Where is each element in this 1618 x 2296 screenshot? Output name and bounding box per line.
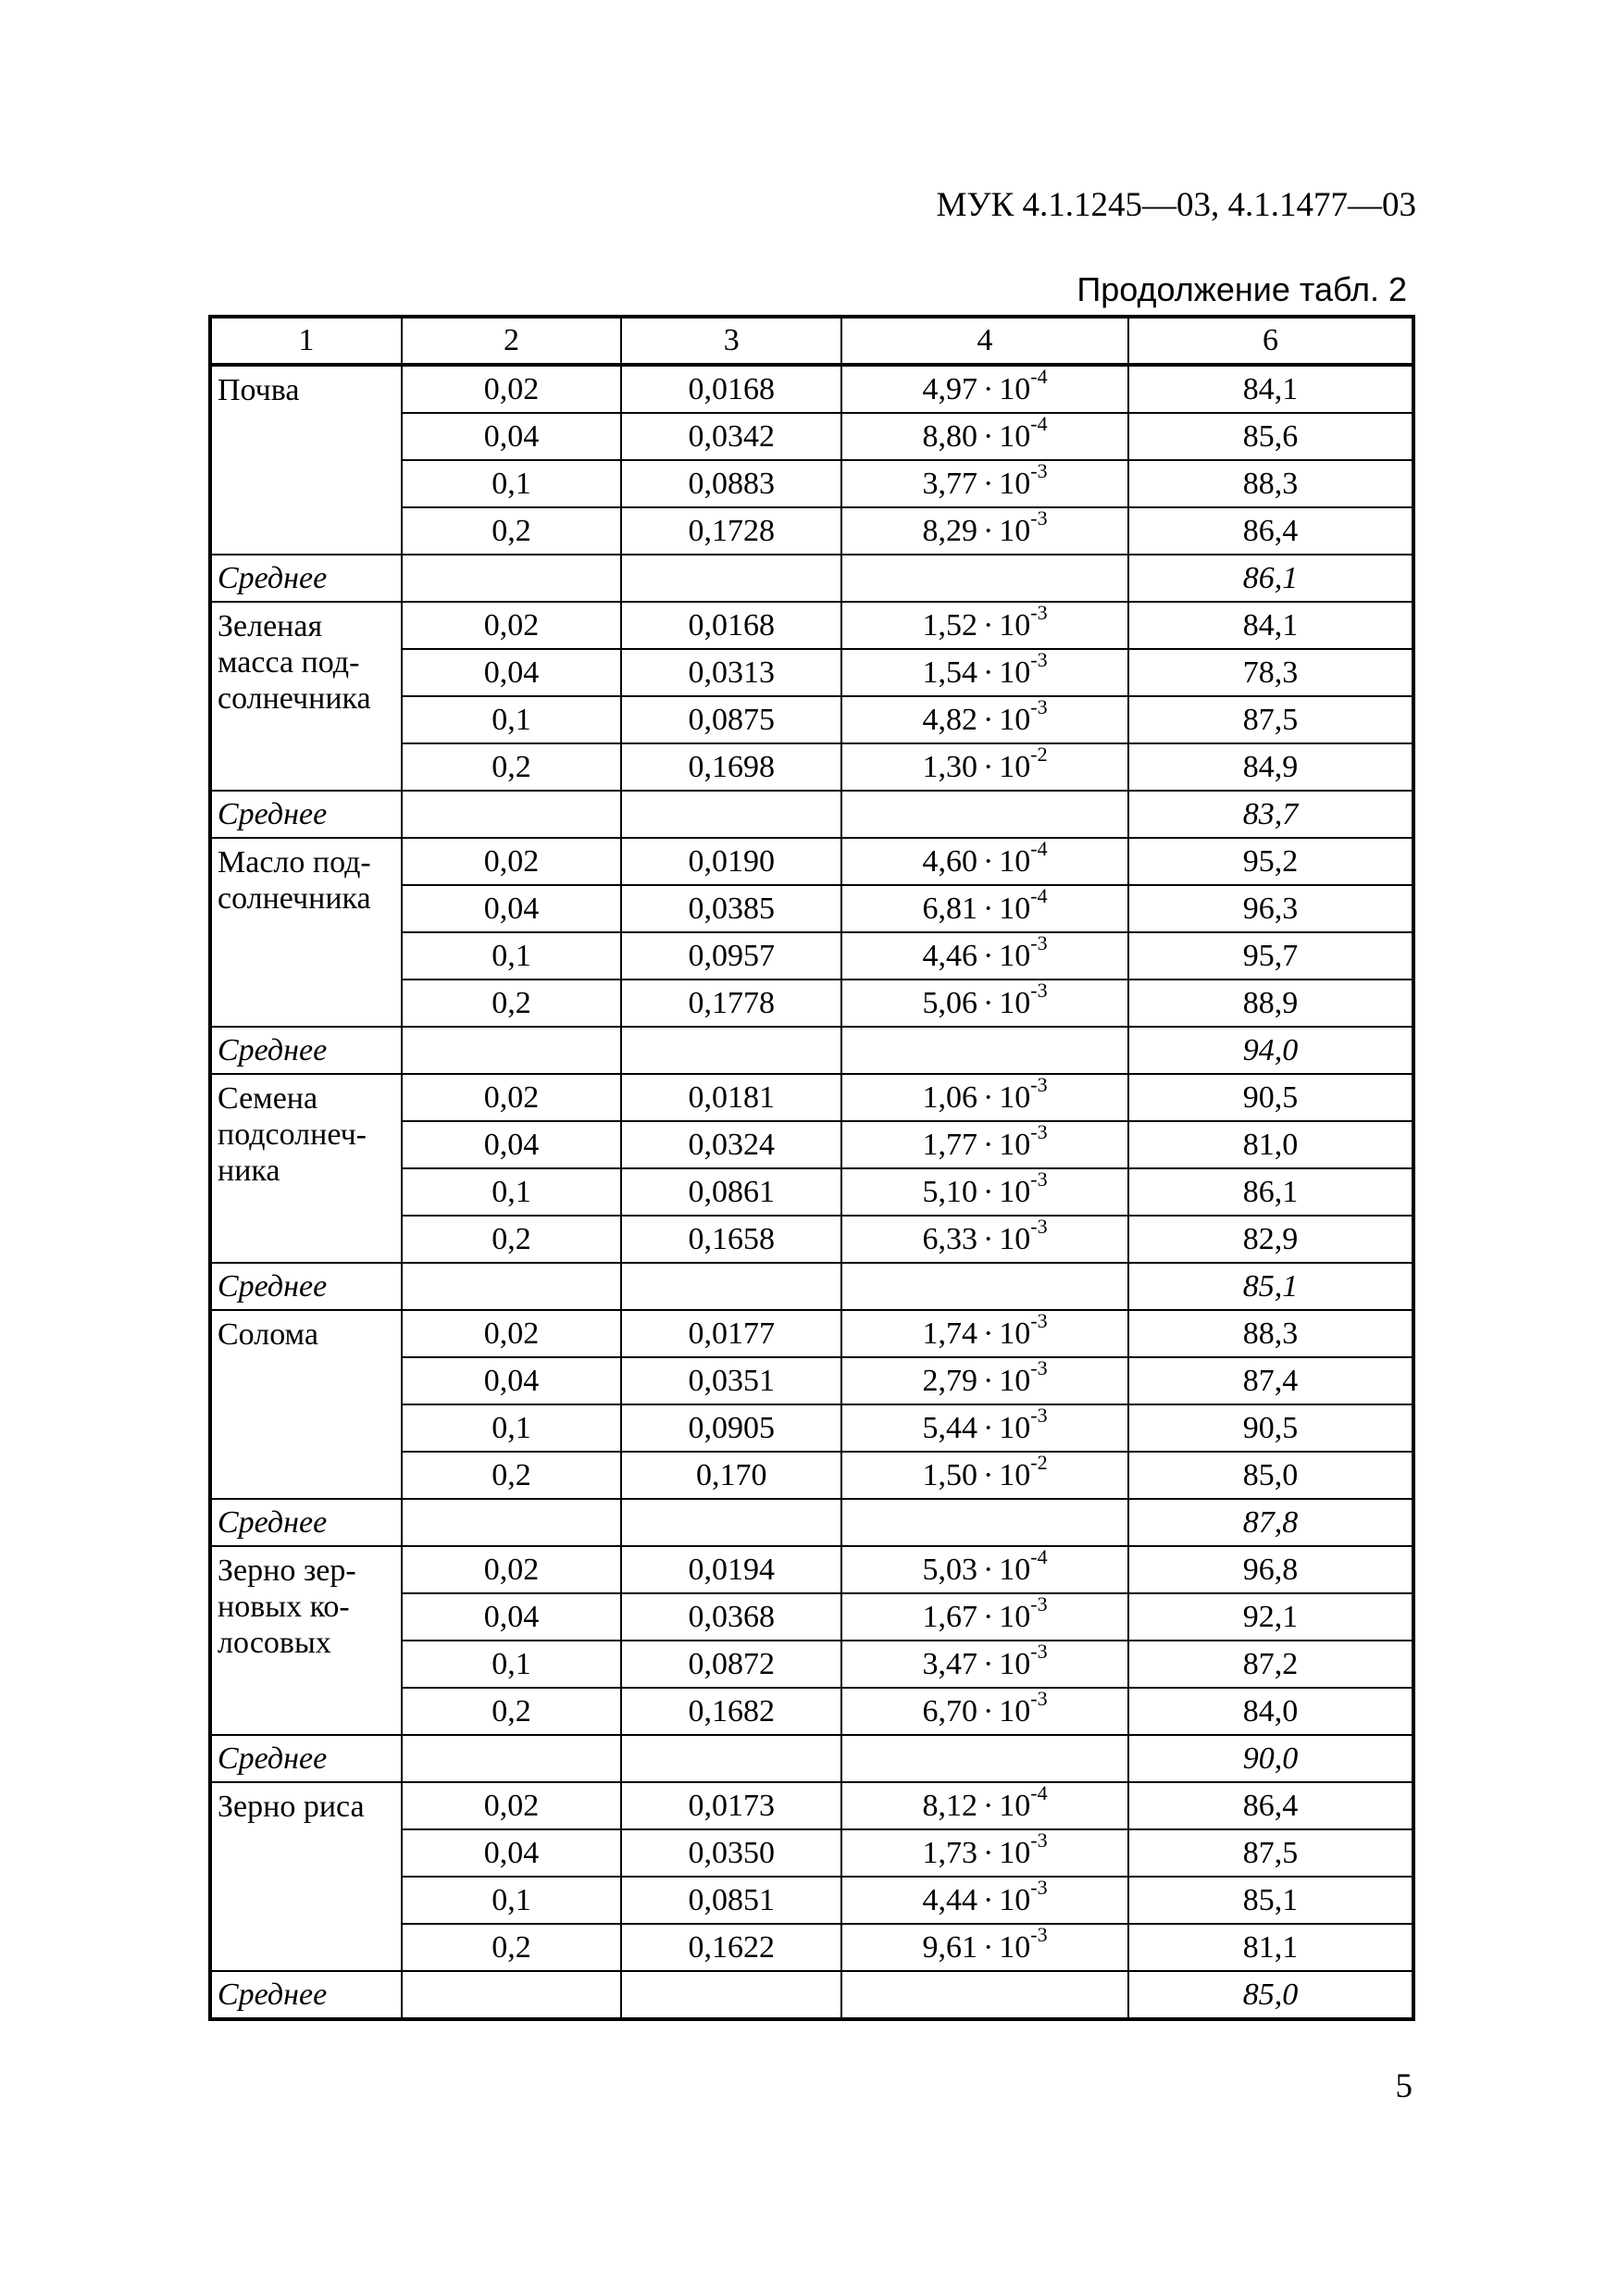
added-amount-cell: 0,02 — [402, 1546, 622, 1593]
recovery-cell: 87,2 — [1128, 1641, 1413, 1688]
mantissa: 1,77 — [922, 1127, 977, 1162]
exponent: -3 — [1030, 1356, 1048, 1380]
recovery-cell: 95,2 — [1128, 838, 1413, 885]
deviation-cell — [841, 1404, 1128, 1452]
mean-label: Среднее — [210, 1263, 402, 1310]
mantissa: 1,50 — [922, 1457, 977, 1492]
added-amount-cell: 0,2 — [402, 1924, 622, 1971]
empty-cell — [402, 1027, 622, 1074]
empty-cell — [402, 1735, 622, 1782]
recovery-cell: 90,5 — [1128, 1404, 1413, 1452]
exponent: -3 — [1030, 648, 1048, 672]
added-amount-cell: 0,2 — [402, 1216, 622, 1263]
multiply-sign: · — [982, 371, 994, 406]
mean-value: 85,0 — [1128, 1971, 1413, 2019]
multiply-sign: · — [982, 1174, 994, 1209]
added-amount-cell: 0,2 — [402, 507, 622, 555]
multiply-sign: · — [982, 1316, 994, 1351]
empty-cell — [621, 1971, 841, 2019]
exponent: -3 — [1030, 601, 1048, 625]
sample-name: Зерно риса — [210, 1782, 402, 1971]
table-row — [210, 1546, 1413, 1593]
table-row — [210, 365, 1413, 413]
mean-row — [210, 1263, 1413, 1310]
empty-cell — [621, 1735, 841, 1782]
base: 10 — [999, 843, 1031, 879]
found-amount-cell: 0,0324 — [621, 1121, 841, 1168]
deviation-cell — [841, 1121, 1128, 1168]
multiply-sign: · — [982, 1835, 994, 1870]
exponent: -3 — [1030, 1592, 1048, 1616]
base: 10 — [999, 1882, 1031, 1917]
exponent: -2 — [1030, 742, 1048, 767]
base: 10 — [999, 891, 1031, 926]
mean-label: Среднее — [210, 555, 402, 602]
base: 10 — [999, 749, 1031, 784]
multiply-sign: · — [982, 466, 994, 501]
exponent: -3 — [1030, 1687, 1048, 1711]
recovery-cell: 82,9 — [1128, 1216, 1413, 1263]
base: 10 — [999, 371, 1031, 406]
base: 10 — [999, 985, 1031, 1020]
mantissa: 6,33 — [922, 1221, 977, 1256]
mantissa: 1,06 — [922, 1079, 977, 1115]
base: 10 — [999, 1646, 1031, 1681]
empty-cell — [841, 1027, 1128, 1074]
recovery-cell: 86,4 — [1128, 1782, 1413, 1829]
found-amount-cell: 0,0194 — [621, 1546, 841, 1593]
recovery-cell: 85,1 — [1128, 1877, 1413, 1924]
found-amount-cell: 0,0957 — [621, 932, 841, 980]
multiply-sign: · — [982, 1788, 994, 1823]
multiply-sign: · — [982, 513, 994, 548]
found-amount-cell: 0,0168 — [621, 602, 841, 649]
deviation-cell — [841, 980, 1128, 1027]
found-amount-cell: 0,0190 — [621, 838, 841, 885]
added-amount-cell: 0,1 — [402, 1877, 622, 1924]
exponent: -3 — [1030, 1120, 1048, 1144]
found-amount-cell: 0,0385 — [621, 885, 841, 932]
found-amount-cell: 0,0313 — [621, 649, 841, 696]
added-amount-cell: 0,04 — [402, 1593, 622, 1641]
exponent: -3 — [1030, 979, 1048, 1003]
recovery-cell: 84,9 — [1128, 743, 1413, 791]
mean-value: 87,8 — [1128, 1499, 1413, 1546]
mantissa: 5,44 — [922, 1410, 977, 1445]
mantissa: 9,61 — [922, 1929, 977, 1965]
added-amount-cell: 0,04 — [402, 1121, 622, 1168]
table-header-row — [210, 317, 1413, 365]
added-amount-cell: 0,04 — [402, 1357, 622, 1404]
multiply-sign: · — [982, 1410, 994, 1445]
mantissa: 1,52 — [922, 607, 977, 643]
deviation-cell — [841, 1546, 1128, 1593]
recovery-cell: 88,3 — [1128, 460, 1413, 507]
multiply-sign: · — [982, 1552, 994, 1587]
exponent: -4 — [1030, 412, 1048, 436]
found-amount-cell: 0,0181 — [621, 1074, 841, 1121]
added-amount-cell: 0,04 — [402, 1829, 622, 1877]
empty-cell — [402, 1971, 622, 2019]
recovery-cell: 96,3 — [1128, 885, 1413, 932]
column-header: 1 — [210, 317, 402, 365]
sample-name: Масло под-солнечника — [210, 838, 402, 1027]
exponent: -3 — [1030, 459, 1048, 483]
base: 10 — [999, 1835, 1031, 1870]
mean-label: Среднее — [210, 1499, 402, 1546]
added-amount-cell: 0,04 — [402, 649, 622, 696]
empty-cell — [841, 791, 1128, 838]
found-amount-cell: 0,0905 — [621, 1404, 841, 1452]
multiply-sign: · — [982, 655, 994, 690]
base: 10 — [999, 1599, 1031, 1634]
mantissa: 8,80 — [922, 418, 977, 454]
exponent: -3 — [1030, 1640, 1048, 1664]
mantissa: 4,60 — [922, 843, 977, 879]
empty-cell — [841, 1735, 1128, 1782]
mean-row — [210, 1027, 1413, 1074]
recovery-cell: 86,4 — [1128, 507, 1413, 555]
base: 10 — [999, 418, 1031, 454]
exponent: -4 — [1030, 365, 1048, 389]
recovery-cell: 85,0 — [1128, 1452, 1413, 1499]
multiply-sign: · — [982, 1221, 994, 1256]
base: 10 — [999, 655, 1031, 690]
sample-name: Семена подсолнеч-ника — [210, 1074, 402, 1263]
deviation-cell — [841, 838, 1128, 885]
found-amount-cell: 0,0168 — [621, 365, 841, 413]
found-amount-cell: 0,0351 — [621, 1357, 841, 1404]
mantissa: 1,67 — [922, 1599, 977, 1634]
mantissa: 1,30 — [922, 749, 977, 784]
mantissa: 1,54 — [922, 655, 977, 690]
data-table — [208, 315, 1415, 2021]
exponent: -3 — [1030, 1404, 1048, 1428]
mantissa: 8,29 — [922, 513, 977, 548]
multiply-sign: · — [982, 1127, 994, 1162]
sample-name: Зерно зер-новых ко-лосовых — [210, 1546, 402, 1735]
recovery-cell: 84,0 — [1128, 1688, 1413, 1735]
multiply-sign: · — [982, 1363, 994, 1398]
mean-label: Среднее — [210, 1735, 402, 1782]
mantissa: 2,79 — [922, 1363, 977, 1398]
base: 10 — [999, 1079, 1031, 1115]
deviation-cell — [841, 1074, 1128, 1121]
base: 10 — [999, 1316, 1031, 1351]
mantissa: 1,74 — [922, 1316, 977, 1351]
added-amount-cell: 0,02 — [402, 1074, 622, 1121]
found-amount-cell: 0,170 — [621, 1452, 841, 1499]
table-row — [210, 838, 1413, 885]
mean-row — [210, 1735, 1413, 1782]
added-amount-cell: 0,1 — [402, 932, 622, 980]
deviation-cell — [841, 696, 1128, 743]
exponent: -3 — [1030, 1073, 1048, 1097]
mean-row — [210, 555, 1413, 602]
found-amount-cell: 0,0342 — [621, 413, 841, 460]
deviation-cell — [841, 1782, 1128, 1829]
exponent: -3 — [1030, 931, 1048, 955]
column-header: 4 — [841, 317, 1128, 365]
deviation-cell — [841, 1688, 1128, 1735]
multiply-sign: · — [982, 1646, 994, 1681]
exponent: -3 — [1030, 1876, 1048, 1900]
added-amount-cell: 0,04 — [402, 413, 622, 460]
document-header: МУК 4.1.1245—03, 4.1.1477—03 — [936, 186, 1416, 224]
recovery-cell: 96,8 — [1128, 1546, 1413, 1593]
added-amount-cell: 0,2 — [402, 980, 622, 1027]
found-amount-cell: 0,1658 — [621, 1216, 841, 1263]
mantissa: 4,44 — [922, 1882, 977, 1917]
base: 10 — [999, 1174, 1031, 1209]
found-amount-cell: 0,1728 — [621, 507, 841, 555]
exponent: -4 — [1030, 1781, 1048, 1805]
empty-cell — [621, 1499, 841, 1546]
added-amount-cell: 0,02 — [402, 1782, 622, 1829]
mean-label: Среднее — [210, 1971, 402, 2019]
empty-cell — [402, 1499, 622, 1546]
recovery-cell: 95,7 — [1128, 932, 1413, 980]
added-amount-cell: 0,2 — [402, 1452, 622, 1499]
found-amount-cell: 0,0173 — [621, 1782, 841, 1829]
base: 10 — [999, 513, 1031, 548]
mean-value: 83,7 — [1128, 791, 1413, 838]
added-amount-cell: 0,02 — [402, 602, 622, 649]
empty-cell — [402, 791, 622, 838]
empty-cell — [402, 1263, 622, 1310]
added-amount-cell: 0,02 — [402, 365, 622, 413]
found-amount-cell: 0,1622 — [621, 1924, 841, 1971]
mean-value: 85,1 — [1128, 1263, 1413, 1310]
base: 10 — [999, 1127, 1031, 1162]
multiply-sign: · — [982, 1457, 994, 1492]
mean-value: 90,0 — [1128, 1735, 1413, 1782]
multiply-sign: · — [982, 843, 994, 879]
empty-cell — [841, 1971, 1128, 2019]
exponent: -3 — [1030, 1215, 1048, 1239]
table-row — [210, 1310, 1413, 1357]
deviation-cell — [841, 413, 1128, 460]
recovery-cell: 84,1 — [1128, 602, 1413, 649]
exponent: -4 — [1030, 884, 1048, 908]
mantissa: 3,77 — [922, 466, 977, 501]
deviation-cell — [841, 1924, 1128, 1971]
mantissa: 8,12 — [922, 1788, 977, 1823]
base: 10 — [999, 466, 1031, 501]
recovery-cell: 84,1 — [1128, 365, 1413, 413]
page-number: 5 — [1395, 2067, 1413, 2105]
deviation-cell — [841, 602, 1128, 649]
exponent: -3 — [1030, 506, 1048, 530]
found-amount-cell: 0,1778 — [621, 980, 841, 1027]
recovery-cell: 87,4 — [1128, 1357, 1413, 1404]
base: 10 — [999, 938, 1031, 973]
exponent: -3 — [1030, 1309, 1048, 1333]
multiply-sign: · — [982, 1882, 994, 1917]
exponent: -4 — [1030, 1545, 1048, 1569]
table-caption: Продолжение табл. 2 — [1077, 270, 1407, 308]
base: 10 — [999, 607, 1031, 643]
found-amount-cell: 0,0177 — [621, 1310, 841, 1357]
empty-cell — [621, 1027, 841, 1074]
deviation-cell — [841, 1452, 1128, 1499]
exponent: -2 — [1030, 1451, 1048, 1475]
added-amount-cell: 0,02 — [402, 1310, 622, 1357]
multiply-sign: · — [982, 1079, 994, 1115]
found-amount-cell: 0,0872 — [621, 1641, 841, 1688]
mean-row — [210, 791, 1413, 838]
recovery-cell: 88,3 — [1128, 1310, 1413, 1357]
deviation-cell — [841, 460, 1128, 507]
base: 10 — [999, 1929, 1031, 1965]
multiply-sign: · — [982, 1693, 994, 1728]
found-amount-cell: 0,0350 — [621, 1829, 841, 1877]
deviation-cell — [841, 1168, 1128, 1216]
base: 10 — [999, 1693, 1031, 1728]
table-row — [210, 602, 1413, 649]
found-amount-cell: 0,0861 — [621, 1168, 841, 1216]
multiply-sign: · — [982, 938, 994, 973]
deviation-cell — [841, 507, 1128, 555]
recovery-cell: 85,6 — [1128, 413, 1413, 460]
base: 10 — [999, 702, 1031, 737]
mean-row — [210, 1499, 1413, 1546]
deviation-cell — [841, 1357, 1128, 1404]
found-amount-cell: 0,0368 — [621, 1593, 841, 1641]
deviation-cell — [841, 1216, 1128, 1263]
base: 10 — [999, 1552, 1031, 1587]
recovery-cell: 87,5 — [1128, 1829, 1413, 1877]
exponent: -4 — [1030, 837, 1048, 861]
recovery-cell: 90,5 — [1128, 1074, 1413, 1121]
added-amount-cell: 0,2 — [402, 743, 622, 791]
recovery-cell: 78,3 — [1128, 649, 1413, 696]
mantissa: 5,03 — [922, 1552, 977, 1587]
recovery-cell: 81,0 — [1128, 1121, 1413, 1168]
added-amount-cell: 0,04 — [402, 885, 622, 932]
base: 10 — [999, 1363, 1031, 1398]
table-row — [210, 1074, 1413, 1121]
added-amount-cell: 0,1 — [402, 696, 622, 743]
added-amount-cell: 0,02 — [402, 838, 622, 885]
deviation-cell — [841, 1877, 1128, 1924]
mean-value: 94,0 — [1128, 1027, 1413, 1074]
base: 10 — [999, 1221, 1031, 1256]
multiply-sign: · — [982, 749, 994, 784]
mantissa: 5,06 — [922, 985, 977, 1020]
table-row — [210, 1782, 1413, 1829]
base: 10 — [999, 1788, 1031, 1823]
mantissa: 6,70 — [922, 1693, 977, 1728]
mean-value: 86,1 — [1128, 555, 1413, 602]
found-amount-cell: 0,1682 — [621, 1688, 841, 1735]
recovery-cell: 88,9 — [1128, 980, 1413, 1027]
deviation-cell — [841, 1641, 1128, 1688]
empty-cell — [621, 1263, 841, 1310]
recovery-cell: 87,5 — [1128, 696, 1413, 743]
found-amount-cell: 0,0851 — [621, 1877, 841, 1924]
mantissa: 3,47 — [922, 1646, 977, 1681]
mantissa: 1,73 — [922, 1835, 977, 1870]
found-amount-cell: 0,0883 — [621, 460, 841, 507]
base: 10 — [999, 1457, 1031, 1492]
deviation-cell — [841, 885, 1128, 932]
added-amount-cell: 0,1 — [402, 1168, 622, 1216]
mean-row — [210, 1971, 1413, 2019]
mean-label: Среднее — [210, 791, 402, 838]
multiply-sign: · — [982, 607, 994, 643]
mantissa: 4,82 — [922, 702, 977, 737]
deviation-cell — [841, 1593, 1128, 1641]
column-header: 6 — [1128, 317, 1413, 365]
deviation-cell — [841, 1310, 1128, 1357]
mantissa: 6,81 — [922, 891, 977, 926]
deviation-cell — [841, 932, 1128, 980]
column-header: 3 — [621, 317, 841, 365]
found-amount-cell: 0,0875 — [621, 696, 841, 743]
recovery-cell: 92,1 — [1128, 1593, 1413, 1641]
added-amount-cell: 0,1 — [402, 1404, 622, 1452]
exponent: -3 — [1030, 1923, 1048, 1947]
multiply-sign: · — [982, 1929, 994, 1965]
empty-cell — [841, 1263, 1128, 1310]
deviation-cell — [841, 743, 1128, 791]
column-header: 2 — [402, 317, 622, 365]
exponent: -3 — [1030, 695, 1048, 719]
empty-cell — [841, 1499, 1128, 1546]
recovery-cell: 81,1 — [1128, 1924, 1413, 1971]
multiply-sign: · — [982, 1599, 994, 1634]
deviation-cell — [841, 649, 1128, 696]
recovery-cell: 86,1 — [1128, 1168, 1413, 1216]
empty-cell — [621, 555, 841, 602]
exponent: -3 — [1030, 1167, 1048, 1192]
multiply-sign: · — [982, 891, 994, 926]
added-amount-cell: 0,2 — [402, 1688, 622, 1735]
mean-label: Среднее — [210, 1027, 402, 1074]
multiply-sign: · — [982, 418, 994, 454]
sample-name: Зеленая масса под-солнечника — [210, 602, 402, 791]
base: 10 — [999, 1410, 1031, 1445]
table-body — [210, 365, 1413, 2019]
sample-name: Солома — [210, 1310, 402, 1499]
multiply-sign: · — [982, 985, 994, 1020]
mantissa: 4,97 — [922, 371, 977, 406]
empty-cell — [402, 555, 622, 602]
sample-name: Почва — [210, 365, 402, 555]
empty-cell — [621, 791, 841, 838]
found-amount-cell: 0,1698 — [621, 743, 841, 791]
added-amount-cell: 0,1 — [402, 460, 622, 507]
deviation-cell — [841, 1829, 1128, 1877]
added-amount-cell: 0,1 — [402, 1641, 622, 1688]
mantissa: 4,46 — [922, 938, 977, 973]
deviation-cell — [841, 365, 1128, 413]
multiply-sign: · — [982, 702, 994, 737]
exponent: -3 — [1030, 1828, 1048, 1853]
mantissa: 5,10 — [922, 1174, 977, 1209]
empty-cell — [841, 555, 1128, 602]
